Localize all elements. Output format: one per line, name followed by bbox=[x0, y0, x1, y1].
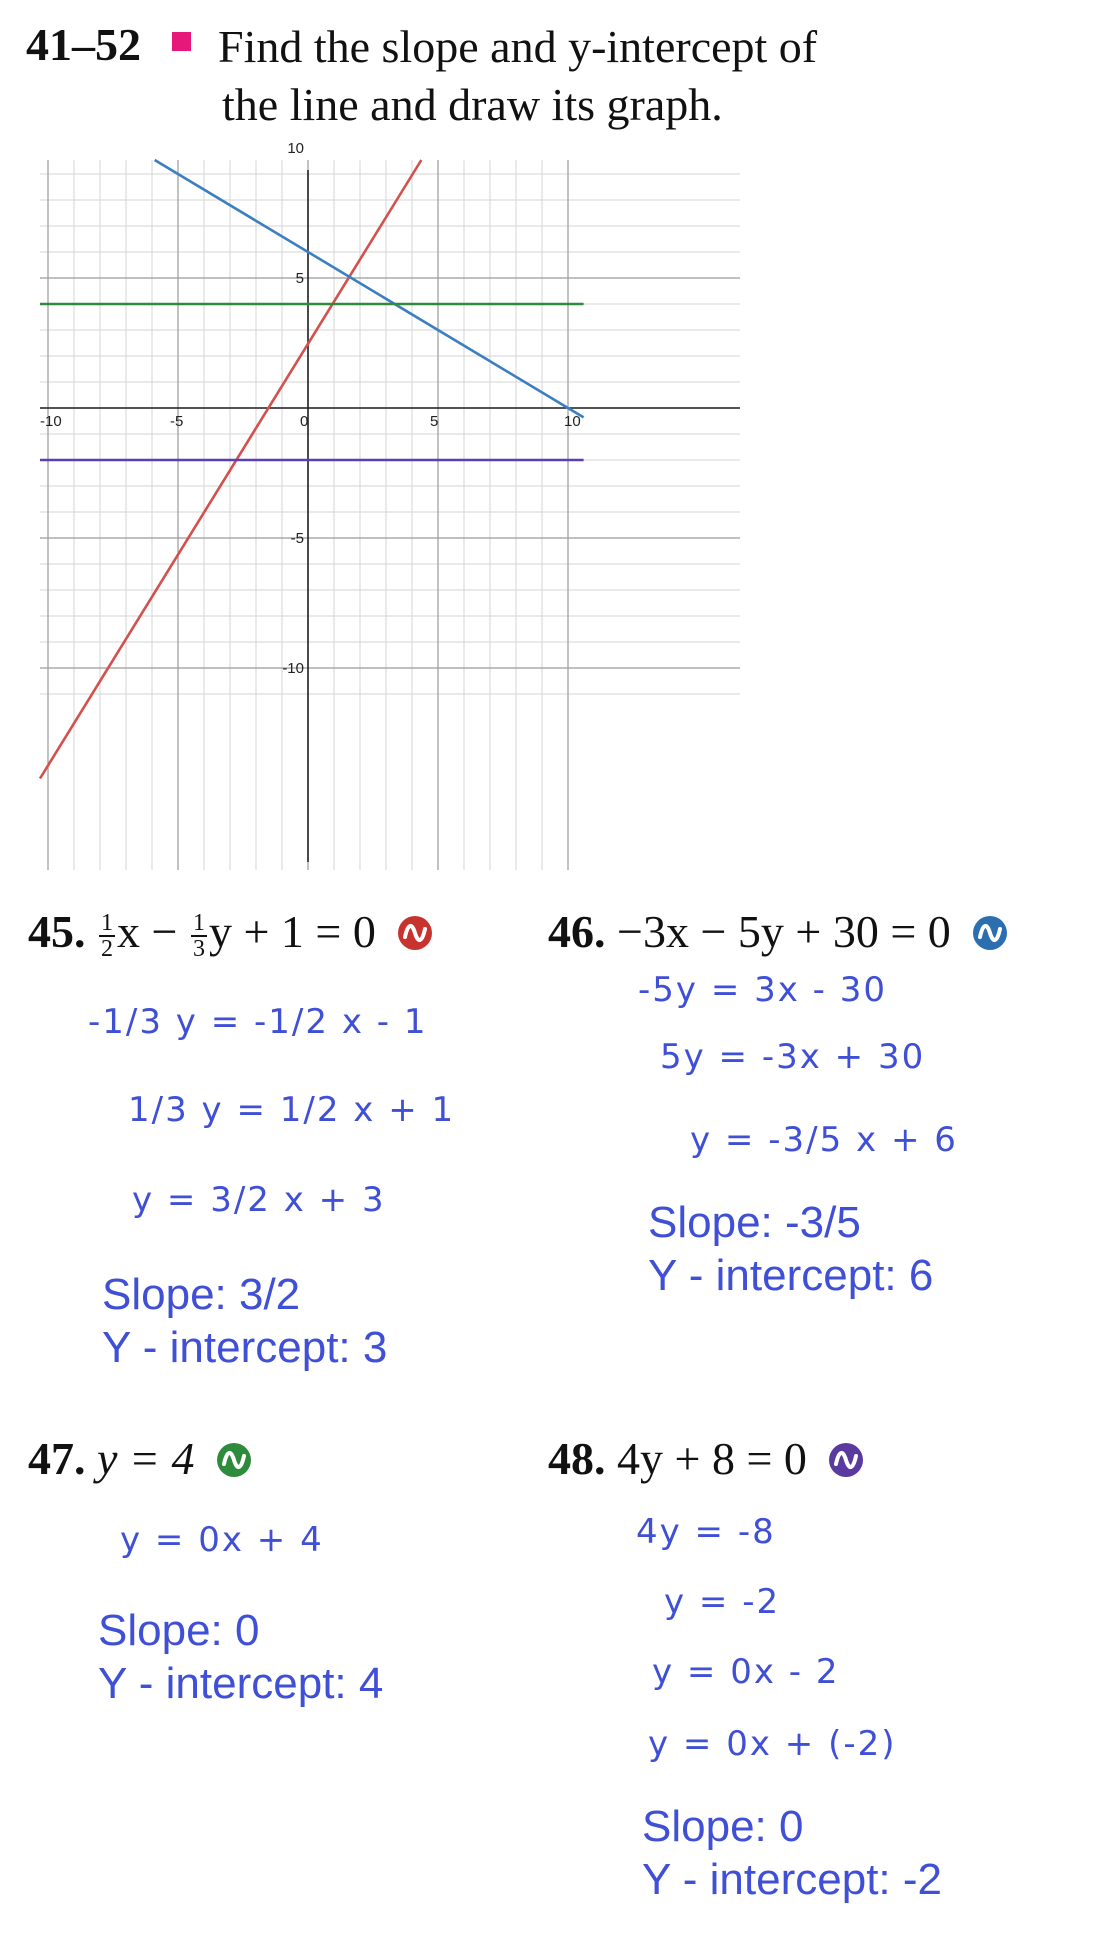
work-46-line-3: y = -3/5 x + 6 bbox=[690, 1120, 958, 1160]
work-48-line-4: y = 0x + (-2) bbox=[648, 1724, 897, 1764]
slope-46: Slope: -3/5 bbox=[648, 1198, 861, 1247]
work-48-line-2: y = -2 bbox=[664, 1582, 781, 1622]
problem-46-number: 46. bbox=[548, 906, 606, 957]
major-grid bbox=[40, 160, 740, 870]
series-line-1 bbox=[40, 160, 421, 779]
graph-line-icon[interactable] bbox=[397, 915, 433, 951]
fraction-one-half: $\frac{1}{2}$ bbox=[101, 910, 113, 963]
x-tick-label: -10 bbox=[40, 413, 62, 430]
intercept-46: Y - intercept: 6 bbox=[648, 1251, 934, 1300]
fraction-one-third: $\frac{1}{3}$ bbox=[192, 910, 205, 963]
instructions-line-2: the line and draw its graph. bbox=[222, 79, 723, 130]
work-48-line-1: 4y = -8 bbox=[636, 1512, 776, 1552]
problem-45-number: 45. bbox=[28, 906, 86, 957]
intercept-47: Y - intercept: 4 bbox=[98, 1659, 384, 1708]
instructions bbox=[218, 18, 918, 134]
answer-45 bbox=[102, 1268, 387, 1374]
problem-48-equation: 48. 4y + 8 = 0 bbox=[548, 1432, 864, 1485]
line-graph bbox=[40, 140, 740, 870]
axes bbox=[40, 170, 740, 862]
work-46-line-1: -5y = 3x - 30 bbox=[638, 970, 888, 1010]
work-45-line-1: -1/3 y = -1/2 x - 1 bbox=[88, 1002, 428, 1042]
answer-47 bbox=[98, 1604, 383, 1710]
work-47-line-1: y = 0x + 4 bbox=[120, 1520, 324, 1560]
slope-45: Slope: 3/2 bbox=[102, 1270, 301, 1319]
y-tick-label: 5 bbox=[295, 270, 304, 287]
problem-45-equation: 45. $\frac{1}{2}$ x − $\frac{1}{3}$ y + 1 = 0 bbox=[28, 905, 433, 961]
minor-grid bbox=[40, 160, 740, 870]
bullet-square-icon bbox=[172, 32, 191, 51]
graph-line-icon[interactable] bbox=[216, 1442, 252, 1478]
work-48-line-3: y = 0x - 2 bbox=[652, 1652, 840, 1692]
intercept-48: Y - intercept: -2 bbox=[642, 1855, 942, 1904]
plot-lines bbox=[40, 160, 584, 779]
slope-48: Slope: 0 bbox=[642, 1802, 804, 1851]
instructions-line-1: Find the slope and y-intercept of bbox=[218, 21, 818, 72]
problem-46-equation: 46. −3x − 5y + 30 = 0 bbox=[548, 905, 1008, 958]
problem-47-equation: 47. y = 4 bbox=[28, 1432, 252, 1485]
problem-47-number: 47. bbox=[28, 1433, 86, 1484]
x-tick-label: 5 bbox=[430, 413, 439, 430]
graph-line-icon[interactable] bbox=[972, 915, 1008, 951]
x-tick-label: 0 bbox=[300, 413, 309, 430]
y-tick-label: 10 bbox=[287, 140, 304, 157]
y-tick-label: -5 bbox=[290, 530, 304, 547]
answer-46 bbox=[648, 1196, 933, 1302]
intercept-45: Y - intercept: 3 bbox=[102, 1323, 388, 1372]
y-tick-label: -10 bbox=[282, 660, 304, 677]
answer-48 bbox=[642, 1800, 942, 1906]
slope-47: Slope: 0 bbox=[98, 1606, 260, 1655]
work-45-line-2: 1/3 y = 1/2 x + 1 bbox=[128, 1090, 456, 1130]
work-45-line-3: y = 3/2 x + 3 bbox=[132, 1180, 386, 1220]
x-tick-label: 10 bbox=[564, 413, 581, 430]
problem-48-number: 48. bbox=[548, 1433, 606, 1484]
series-line-2 bbox=[155, 160, 584, 417]
problem-range: 41–52 bbox=[26, 19, 141, 70]
work-46-line-2: 5y = -3x + 30 bbox=[660, 1037, 926, 1077]
x-tick-label: -5 bbox=[170, 413, 184, 430]
graph-line-icon[interactable] bbox=[828, 1442, 864, 1478]
